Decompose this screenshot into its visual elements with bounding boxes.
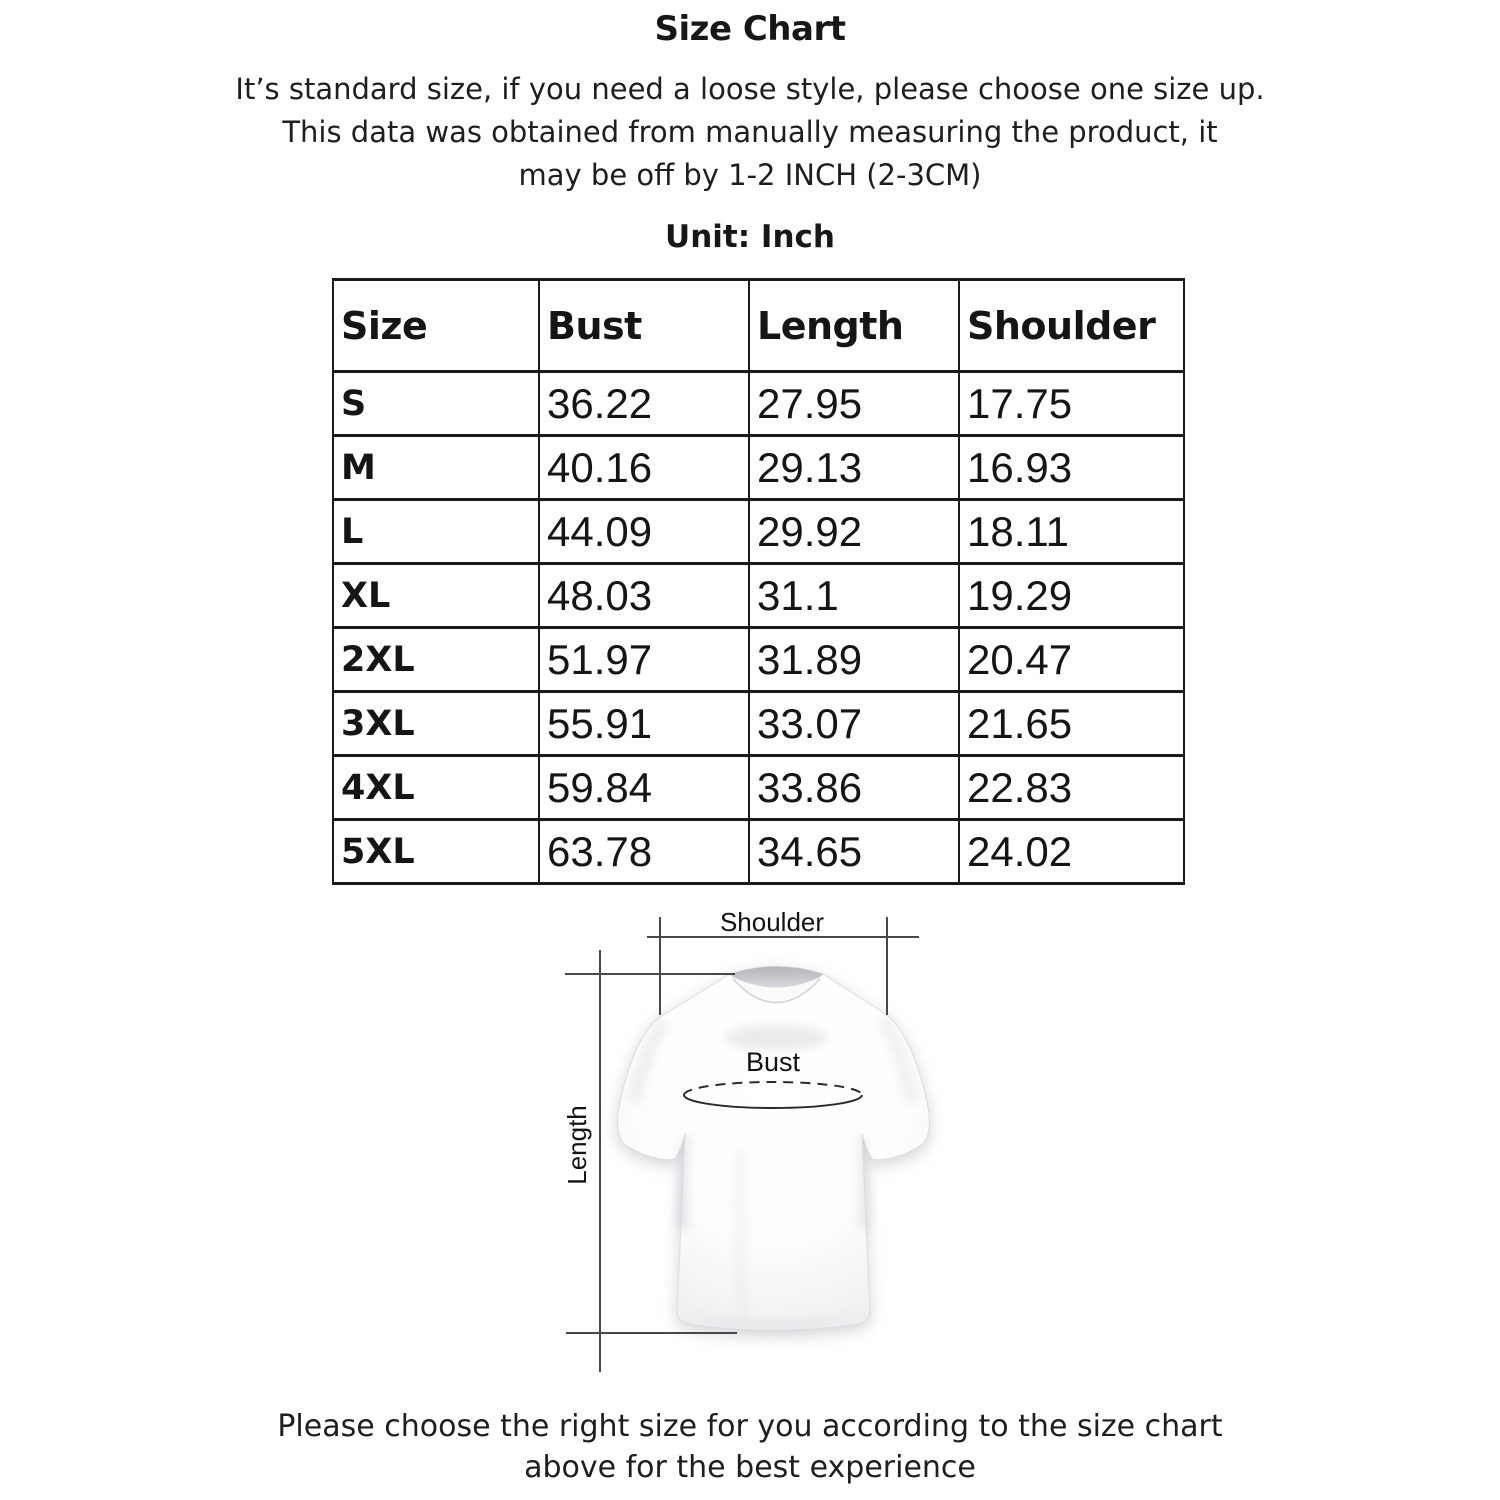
footer-line-1: Please choose the right size for you according to the size chart bbox=[277, 1409, 1223, 1444]
length-label: Length bbox=[562, 1105, 592, 1185]
table-cell: 59.84 bbox=[539, 756, 749, 820]
table-cell: 34.65 bbox=[749, 820, 959, 884]
table-header-row bbox=[333, 280, 1184, 372]
table-row bbox=[333, 756, 1184, 820]
shoulder-label: Shoulder bbox=[719, 907, 825, 937]
table-cell: 33.07 bbox=[749, 692, 959, 756]
table-cell: M bbox=[333, 436, 539, 500]
table-cell: 31.1 bbox=[749, 564, 959, 628]
table-cell: 40.16 bbox=[539, 436, 749, 500]
table-cell: 27.95 bbox=[749, 372, 959, 436]
table-cell: 5XL bbox=[333, 820, 539, 884]
table-cell: 20.47 bbox=[959, 628, 1184, 692]
table-cell: 16.93 bbox=[959, 436, 1184, 500]
footer-note bbox=[0, 1406, 1500, 1488]
column-header-size: Size bbox=[333, 280, 539, 372]
table-cell: 18.11 bbox=[959, 500, 1184, 564]
table-cell: 19.29 bbox=[959, 564, 1184, 628]
table-cell: 36.22 bbox=[539, 372, 749, 436]
table-row bbox=[333, 372, 1184, 436]
table-cell: 24.02 bbox=[959, 820, 1184, 884]
size-table bbox=[332, 278, 1185, 885]
table-cell: 21.65 bbox=[959, 692, 1184, 756]
table-cell: 33.86 bbox=[749, 756, 959, 820]
tshirt-body bbox=[618, 967, 930, 1331]
table-cell: 51.97 bbox=[539, 628, 749, 692]
column-header-length: Length bbox=[749, 280, 959, 372]
table-cell: S bbox=[333, 372, 539, 436]
table-row bbox=[333, 820, 1184, 884]
table-row bbox=[333, 436, 1184, 500]
intro-line-1: It’s standard size, if you need a loose style, please choose one size up. bbox=[235, 72, 1265, 106]
page-title: Size Chart bbox=[654, 9, 846, 49]
table-cell: 31.89 bbox=[749, 628, 959, 692]
intro-line-3: may be off by 1-2 INCH (2-3CM) bbox=[518, 158, 982, 192]
column-header-bust: Bust bbox=[539, 280, 749, 372]
table-row bbox=[333, 564, 1184, 628]
tshirt-graphic bbox=[540, 895, 960, 1395]
table-cell: 55.91 bbox=[539, 692, 749, 756]
table-cell: 17.75 bbox=[959, 372, 1184, 436]
table-cell: 22.83 bbox=[959, 756, 1184, 820]
tshirt-measurement-diagram bbox=[540, 895, 960, 1395]
table-row bbox=[333, 628, 1184, 692]
table-cell: 29.13 bbox=[749, 436, 959, 500]
table-cell: 44.09 bbox=[539, 500, 749, 564]
intro-text bbox=[0, 68, 1500, 197]
table-cell: 2XL bbox=[333, 628, 539, 692]
table-cell: 63.78 bbox=[539, 820, 749, 884]
footer-line-2: above for the best experience bbox=[524, 1450, 976, 1485]
intro-line-2: This data was obtained from manually measuring the product, it bbox=[282, 115, 1218, 149]
table-cell: 29.92 bbox=[749, 500, 959, 564]
table-row bbox=[333, 500, 1184, 564]
table-cell: L bbox=[333, 500, 539, 564]
table-row bbox=[333, 692, 1184, 756]
bust-label: Bust bbox=[745, 1047, 801, 1077]
table-cell: 48.03 bbox=[539, 564, 749, 628]
table-cell: 4XL bbox=[333, 756, 539, 820]
column-header-shoulder: Shoulder bbox=[959, 280, 1184, 372]
table-cell: 3XL bbox=[333, 692, 539, 756]
unit-label: Unit: Inch bbox=[665, 219, 835, 255]
table-cell: XL bbox=[333, 564, 539, 628]
